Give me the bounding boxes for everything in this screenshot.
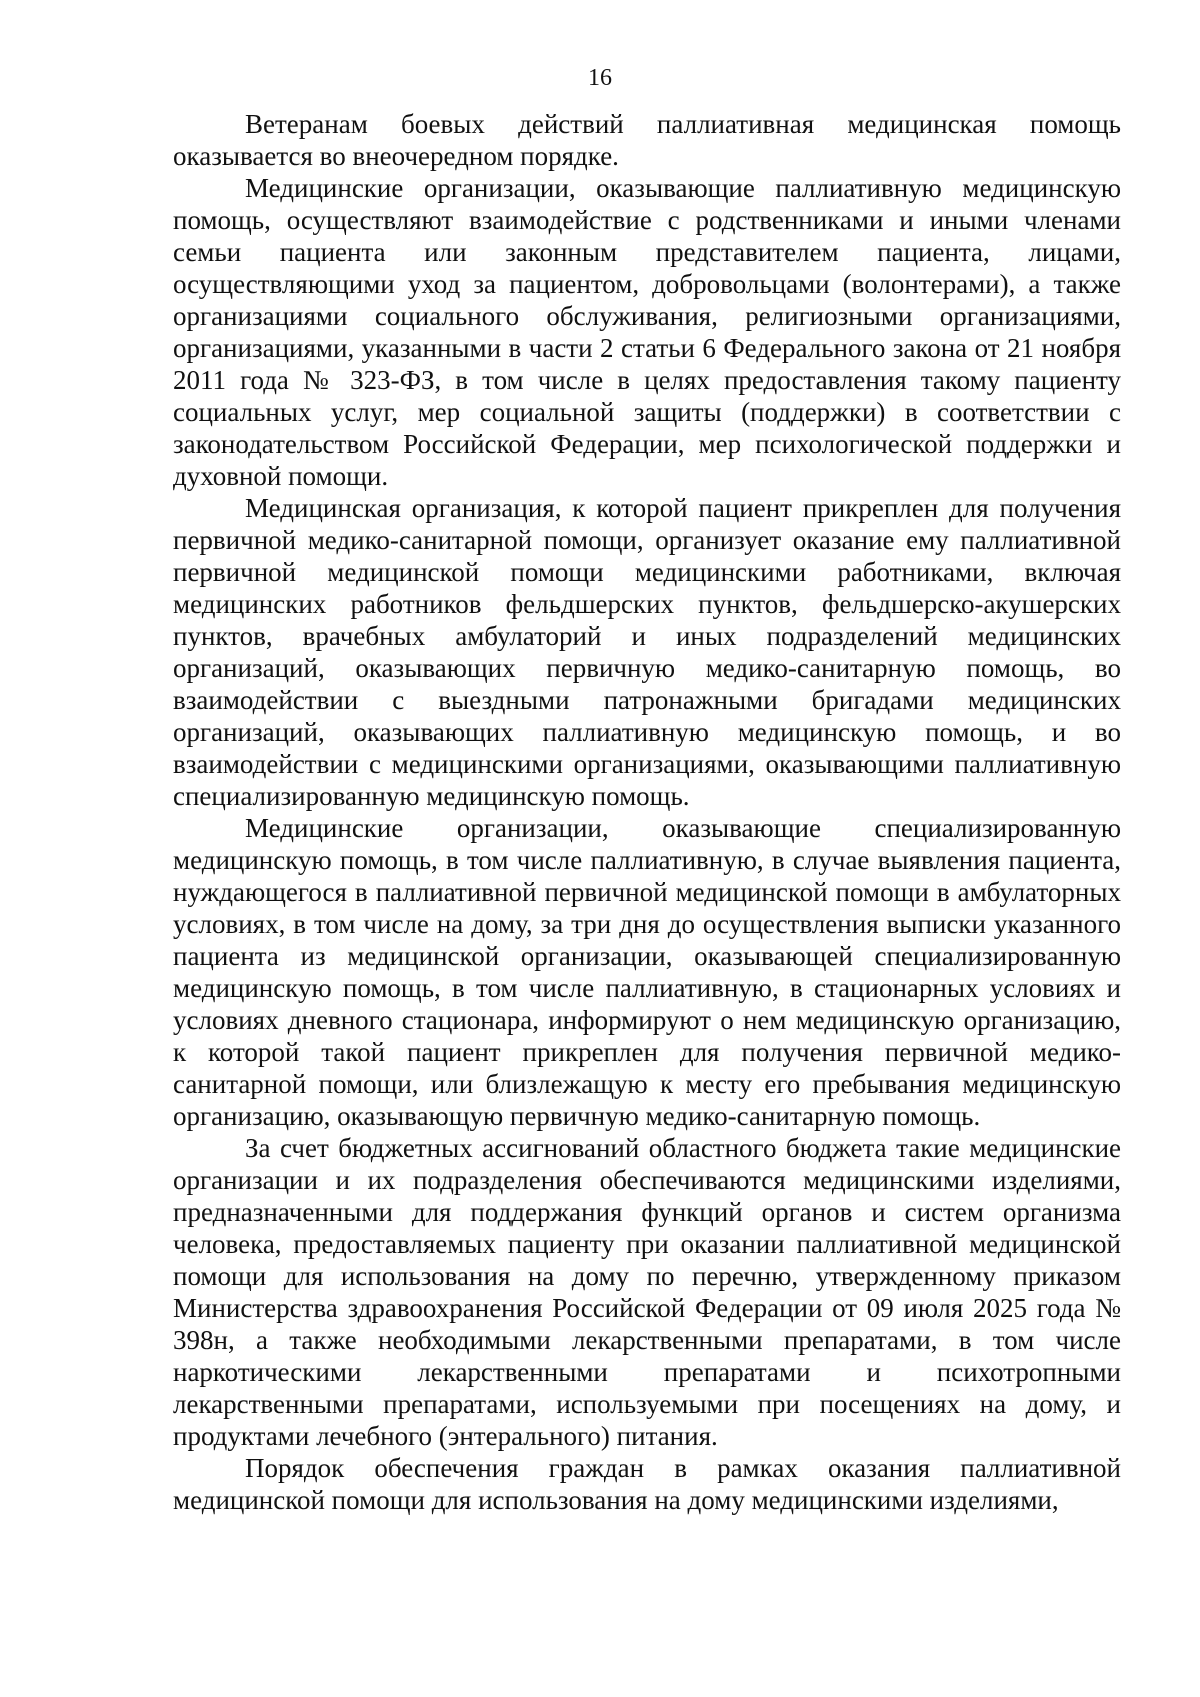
paragraph-interaction: Медицинские организации, оказывающие паллиативную медицинскую помощь, осуществляют взаимодействие с родственниками и иными членами семьи пациента или законным представителем пациента, лицами, осуществляющими уход за пациентом, добровольцами (волонтерами), а также организациями социального обслуживания, религиозными организациями, организациями, указанными в части 2 статьи 6 Федерального закона от 21 ноября 2011 года № 323-ФЗ, в том числе в целях предоставления такому пациенту социальных услуг, мер социальной защиты (поддержки) в соответствии с законодательством Российской Федерации, мер психологической поддержки и духовной помощи. [173, 173, 1121, 491]
paragraph-funding: За счет бюджетных ассигнований областного бюджета такие медицинские организации и их подразделения обеспечиваются медицинскими изделиями, предназначенными для поддержания функций органов и систем организма человека, предоставляемых пациенту при оказании паллиативной медицинской помощи для использования на дому по перечню, утвержденному приказом Министерства здравоохранения Российской Федерации от 09 июля 2025 года № 398н, а также необходимыми лекарственными препаратами, в том числе наркотическими лекарственными препаратами и психотропными лекарственными препаратами, используемыми при посещениях на дому, и продуктами лечебного (энтерального) питания. [173, 1133, 1121, 1451]
paragraph-specialized-care: Медицинские организации, оказывающие специализированную медицинскую помощь, в том числе паллиативную, в случае выявления пациента, нуждающегося в паллиативной первичной медицинской помощи в амбулаторных условиях, в том числе на дому, за три дня до осуществления выписки указанного пациента из медицинской организации, оказывающей специализированную медицинскую помощь, в том числе паллиативную, в стационарных условиях и условиях дневного стационара, информируют о нем медицинскую организацию, к которой такой пациент прикреплен для получения первичной медико-санитарной помощи, или близлежащую к месту его пребывания медицинскую организацию, оказывающую первичную медико-санитарную помощь. [173, 813, 1121, 1131]
paragraph-veterans: Ветеранам боевых действий паллиативная медицинская помощь оказывается во внеочередном порядке. [173, 109, 1121, 171]
document-body [173, 108, 1121, 1516]
paragraph-procedure: Порядок обеспечения граждан в рамках оказания паллиативной медицинской помощи для использования на дому медицинскими изделиями, [173, 1453, 1121, 1515]
page-number: 16 [588, 65, 612, 91]
paragraph-primary-care: Медицинская организация, к которой пациент прикреплен для получения первичной медико-санитарной помощи, организует оказание ему паллиативной первичной медицинской помощи медицинскими работниками, включая медицинских работников фельдшерских пунктов, фельдшерско-акушерских пунктов, врачебных амбулаторий и иных подразделений медицинских организаций, оказывающих первичную медико-санитарную помощь, во взаимодействии с выездными патронажными бригадами медицинских организаций, оказывающих паллиативную медицинскую помощь, и во взаимодействии с медицинскими организациями, оказывающими паллиативную специализированную медицинскую помощь. [173, 493, 1121, 811]
